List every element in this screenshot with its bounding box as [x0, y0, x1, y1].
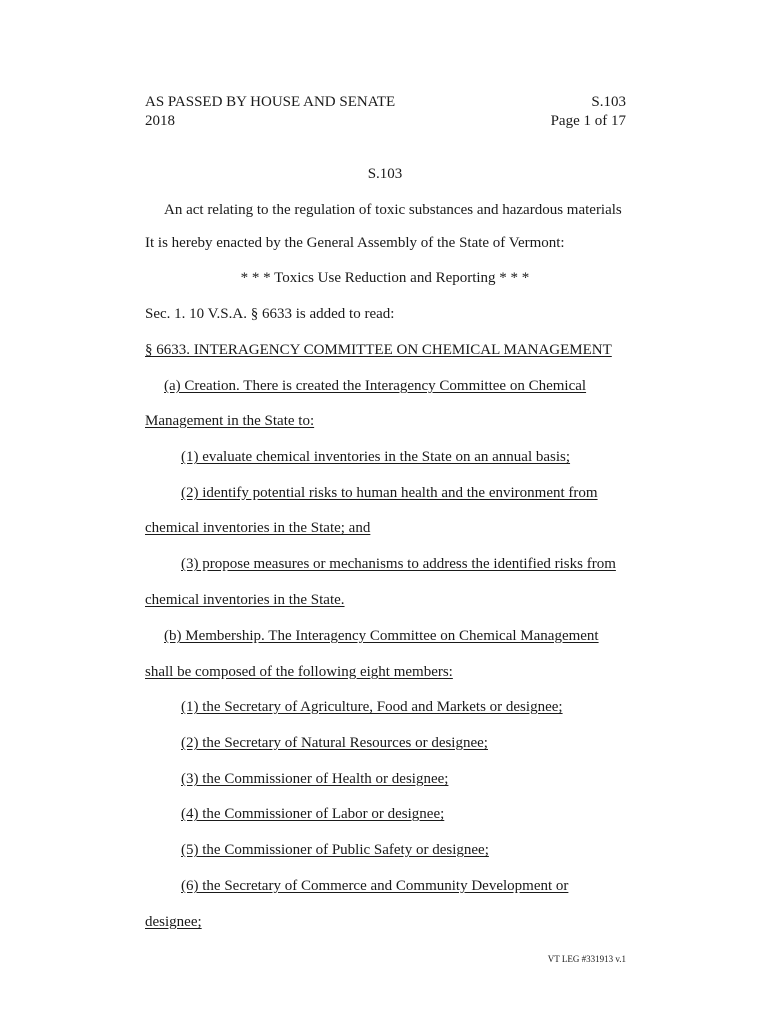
subsection-b-line1: (b) Membership. The Interagency Committee on Chemical Management — [164, 628, 599, 644]
bill-title: An act relating to the regulation of toxic substances and hazardous materials — [164, 202, 622, 218]
bill-number: S.103 — [367, 166, 403, 182]
member-6-cont: designee; — [145, 914, 202, 930]
member-2: (2) the Secretary of Natural Resources or designee; — [181, 735, 488, 751]
header-page-number: Page 1 of 17 — [550, 113, 626, 129]
subsection-a-item2-cont: chemical inventories in the State; and — [145, 520, 371, 536]
part-heading: * * * Toxics Use Reduction and Reporting * * * — [240, 270, 530, 286]
section-heading: § 6633. INTERAGENCY COMMITTEE ON CHEMICAL MANAGEMENT — [145, 342, 612, 358]
member-1: (1) the Secretary of Agriculture, Food and Markets or designee; — [181, 699, 563, 715]
member-6: (6) the Secretary of Commerce and Community Development or — [181, 878, 569, 894]
member-4: (4) the Commissioner of Labor or designee; — [181, 806, 445, 822]
header-status: AS PASSED BY HOUSE AND SENATE — [145, 94, 396, 110]
subsection-a-item3: (3) propose measures or mechanisms to address the identified risks from — [181, 556, 616, 572]
enacting-clause: It is hereby enacted by the General Assembly of the State of Vermont: — [145, 235, 565, 251]
member-3: (3) the Commissioner of Health or designee; — [181, 771, 449, 787]
subsection-a-line1: (a) Creation. There is created the Interagency Committee on Chemical — [164, 378, 587, 394]
header-bill-number: S.103 — [591, 94, 626, 110]
subsection-b-line2: shall be composed of the following eight members: — [145, 664, 453, 680]
section-intro: Sec. 1. 10 V.S.A. § 6633 is added to read: — [145, 306, 395, 322]
subsection-a-item3-cont: chemical inventories in the State. — [145, 592, 345, 608]
subsection-a-item2: (2) identify potential risks to human health and the environment from — [181, 485, 598, 501]
header-year: 2018 — [145, 113, 175, 129]
subsection-a-line2: Management in the State to: — [145, 413, 315, 429]
footer-draft-id: VT LEG #331913 v.1 — [547, 954, 626, 964]
subsection-a-item1: (1) evaluate chemical inventories in the State on an annual basis; — [181, 449, 571, 465]
member-5: (5) the Commissioner of Public Safety or designee; — [181, 842, 489, 858]
